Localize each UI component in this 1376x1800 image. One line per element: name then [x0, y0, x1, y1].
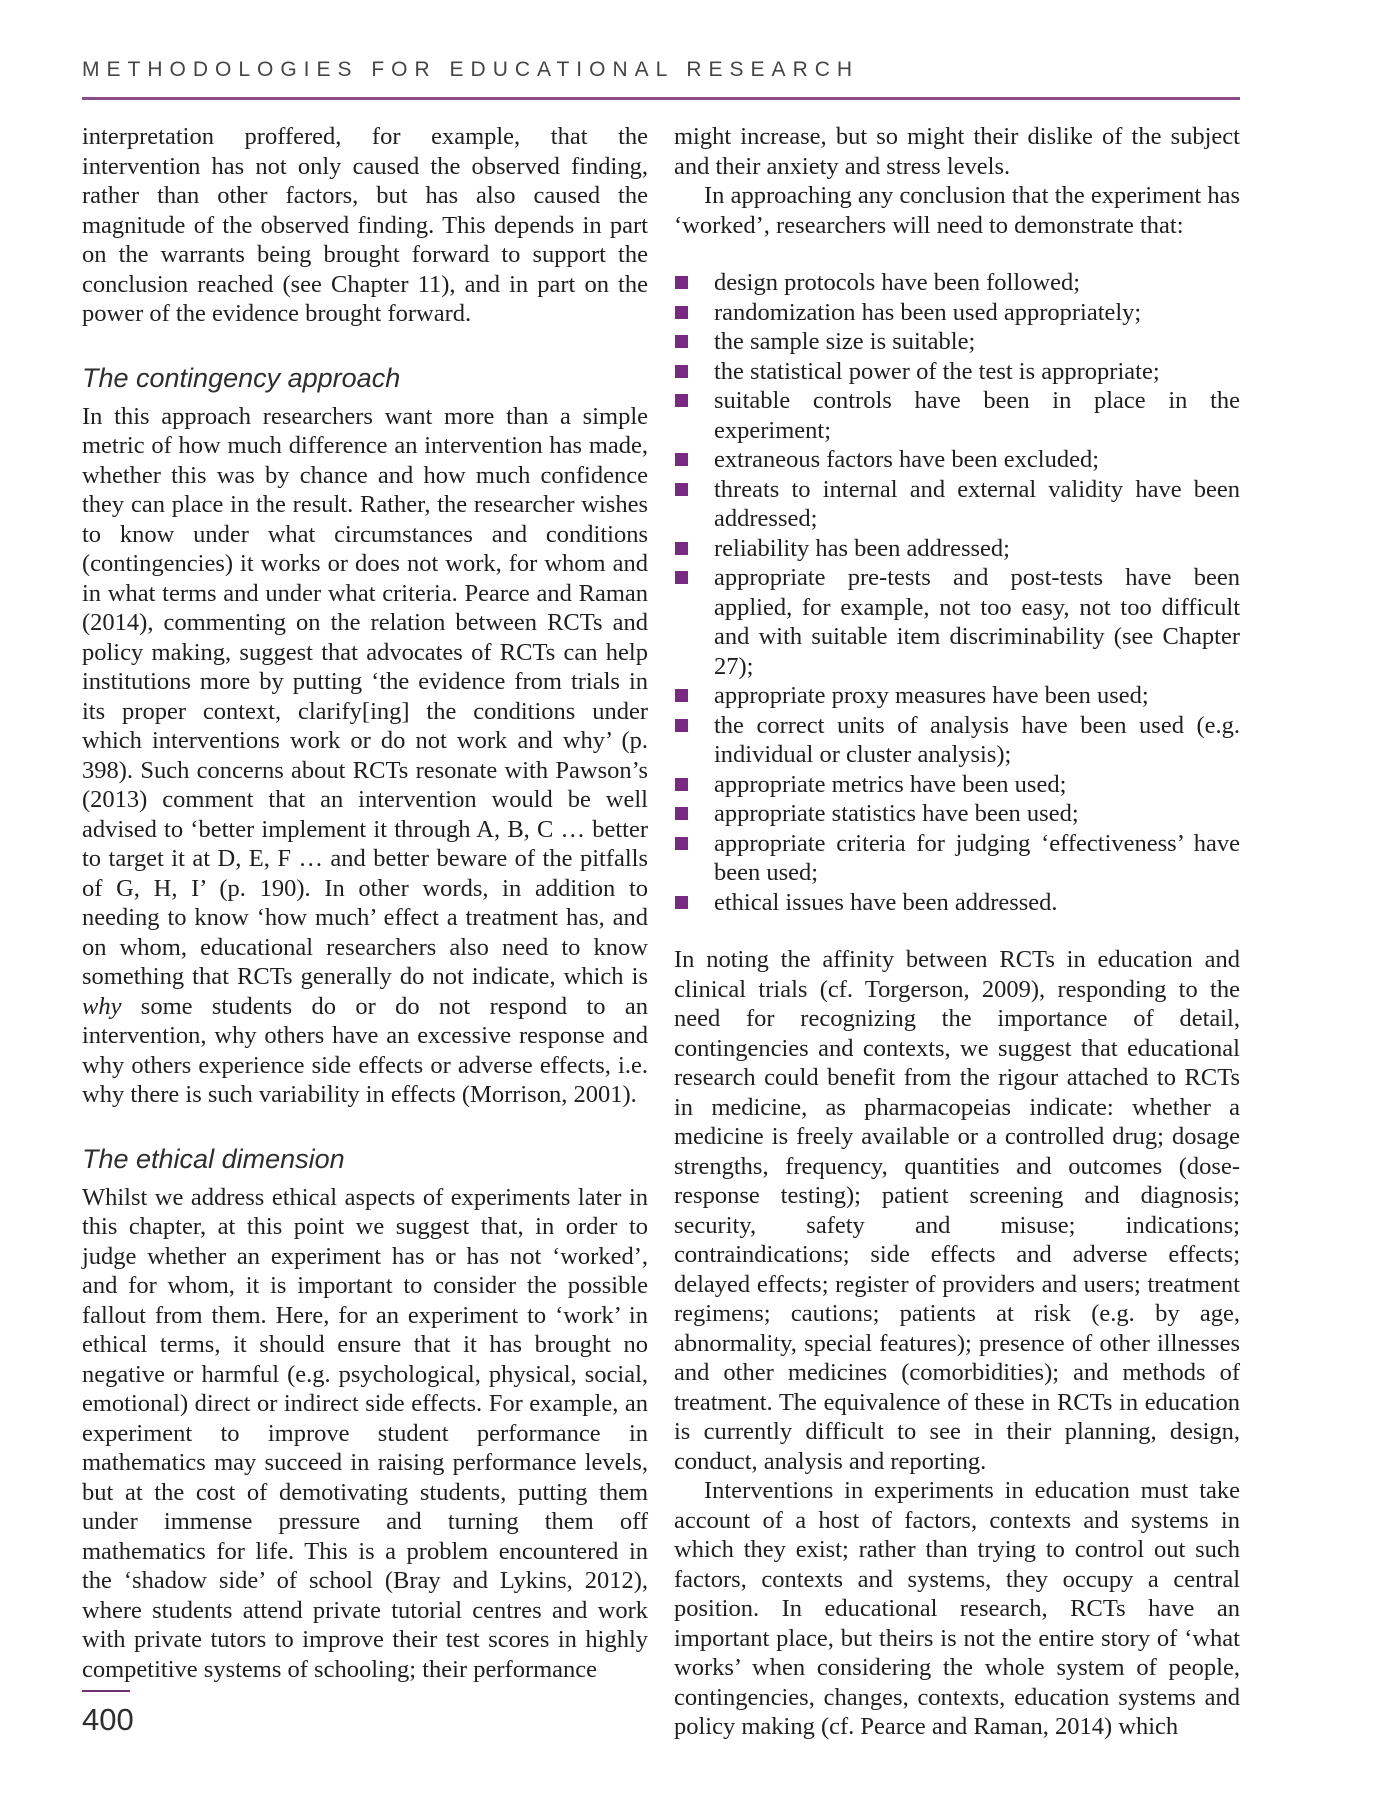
bullet-square-icon [675, 807, 688, 820]
bullet-square-icon [675, 778, 688, 791]
criteria-list-item [674, 534, 1240, 564]
page-footer [82, 1690, 134, 1738]
page-number: 400 [82, 1702, 134, 1737]
italic-word-why: why [82, 992, 122, 1020]
left-column [82, 122, 648, 1742]
right-column [674, 122, 1240, 1742]
criteria-item-text: reliability has been addressed; [714, 534, 1010, 562]
criteria-list [674, 268, 1240, 917]
bullet-square-icon [675, 335, 688, 348]
criteria-item-text: appropriate proxy measures have been used; [714, 682, 1149, 709]
criteria-list-item [674, 888, 1240, 918]
criteria-list-item [674, 681, 1240, 711]
bullet-square-icon [675, 719, 688, 732]
criteria-item-text: the sample size is suitable; [714, 328, 976, 355]
criteria-item-text: randomization has been used appropriately; [714, 298, 1142, 326]
footer-rule [82, 1690, 130, 1692]
criteria-list-item [674, 445, 1240, 475]
running-head: METHODOLOGIES FOR EDUCATIONAL RESEARCH [82, 58, 860, 81]
criteria-list-item [674, 711, 1240, 770]
header-rule [82, 97, 1240, 100]
criteria-list-item [674, 357, 1240, 387]
paragraph-interpretation: interpretation proffered, for example, that the intervention has not only caused the observed finding, rather than other factors, but has also caused the magnitude of the observed finding. This depends in part on the warrants being brought forward to support the conclusion reached (see Chapter 11), and in part on the power of the evidence brought forward. [82, 123, 648, 327]
criteria-list-item [674, 268, 1240, 298]
criteria-item-text: ethical issues have been addressed. [714, 888, 1058, 916]
criteria-list-item [674, 475, 1240, 534]
paragraph-in-approaching: In approaching any conclusion that the experiment has ‘worked’, researchers will need to demonstrate that: [674, 182, 1240, 239]
criteria-item-text: the correct units of analysis have been used (e.g. individual or cluster analysis); [714, 711, 1240, 768]
section-heading-contingency-approach: The contingency approach [82, 362, 401, 393]
paragraph-in-noting: In noting the affinity between RCTs in education and clinical trials (cf. Torgerson, 2009), responding to the need for recognizing the importance of detail, contingencies and contexts, we suggest that educational research could benefit from the rigour attached to RCTs in medicine, as pharmacopeias indicate: whether a medicine is freely available or a controlled drug; dosage strengths, frequency, quantities and outcomes (dose-response testing); patient screening and diagnosis; security, safety and misuse; indications; contraindications; side effects and adverse effects; delayed effects; register of providers and users; treatment regimens; cautions; patients at risk (e.g. by age, abnormality, special features); presence of other illnesses and other medicines (comorbidities); and methods of treatment. The equivalence of these in RCTs in education is currently difficult to see in their planning, design, conduct, analysis and reporting. [674, 946, 1240, 1475]
criteria-list-item [674, 298, 1240, 328]
page-content [82, 58, 1240, 1742]
bullet-square-icon [675, 571, 688, 584]
paragraph-might-increase: might increase, but so might their dislike of the subject and their anxiety and stress levels. [674, 123, 1240, 180]
criteria-list-item [674, 770, 1240, 800]
criteria-item-text: appropriate metrics have been used; [714, 770, 1067, 798]
criteria-item-text: appropriate criteria for judging ‘effectiveness’ have been used; [714, 829, 1240, 886]
criteria-list-item [674, 386, 1240, 445]
bullet-square-icon [675, 306, 688, 319]
paragraph-contingency-text-1: In this approach researchers want more than a simple metric of how much difference an intervention has made, whether this was by chance and how much confidence they can place in the result. Rather, the researcher wishes to know under what circumstances and conditions (contingencies) it works or does not work, for whom and in what terms and under what criteria. Pearce and Raman (2014), commenting on the relation between RCTs and policy making, suggest that advocates of RCTs can help institutions more by putting ‘the evidence from trials in its proper context, clarify[ing] the conditions under which interventions work or do not work and why’ (p. 398). Such concerns about RCTs resonate with Pawson’s (2013) comment that an intervention would be well advised to ‘better implement it through A, B, C … better to target it at D, E, F … and better beware of the pitfalls of G, H, I’ (p. 190). In other words, in addition to needing to know ‘how much’ effect a treatment has, and on whom, educational researchers also need to know something that RCTs generally do not indicate, which is [82, 402, 648, 990]
paragraph-contingency [82, 402, 648, 1110]
bullet-square-icon [675, 483, 688, 496]
bullet-square-icon [675, 896, 688, 909]
paragraph-interventions: Interventions in experiments in education must take account of a host of factors, contexts and systems in which they exist; rather than trying to control out such factors, contexts and systems, they occupy a central position. In educational research, RCTs have an important place, but theirs is not the entire story of ‘what works’ when considering the whole system of people, contingencies, changes, contexts, education systems and policy making (cf. Pearce and Raman, 2014) which [674, 1477, 1240, 1740]
bullet-square-icon [675, 276, 688, 289]
criteria-list-item [674, 799, 1240, 829]
bullet-square-icon [675, 837, 688, 850]
bullet-square-icon [675, 689, 688, 702]
criteria-item-text: threats to internal and external validity have been addressed; [714, 475, 1240, 532]
bullet-square-icon [675, 365, 688, 378]
paragraph-contingency-text-2: some students do or do not respond to an intervention, why others have an excessive response and why others experience side effects or adverse effects, i.e. why there is such variability in effects (Morrison, 2001). [82, 992, 648, 1108]
criteria-list-item [674, 563, 1240, 681]
criteria-item-text: extraneous factors have been excluded; [714, 446, 1100, 473]
section-heading-ethical-dimension: The ethical dimension [82, 1143, 345, 1174]
criteria-item-text: design protocols have been followed; [714, 269, 1081, 296]
criteria-item-text: suitable controls have been in place in the experiment; [714, 387, 1240, 444]
bullet-square-icon [675, 394, 688, 407]
criteria-item-text: appropriate pre-tests and post-tests have been applied, for example, not too easy, not too difficult and with suitable item discriminability (see Chapter 27); [714, 564, 1240, 680]
criteria-list-item [674, 327, 1240, 357]
bullet-square-icon [675, 453, 688, 466]
bullet-square-icon [675, 542, 688, 555]
two-column-layout [82, 122, 1240, 1742]
criteria-list-item [674, 829, 1240, 888]
criteria-item-text: the statistical power of the test is appropriate; [714, 357, 1160, 385]
page-header [82, 58, 1240, 100]
criteria-item-text: appropriate statistics have been used; [714, 800, 1079, 827]
paragraph-ethical: Whilst we address ethical aspects of experiments later in this chapter, at this point we suggest that, in order to judge whether an experiment has or has not ‘worked’, and for whom, it is important to consider the possible fallout from them. Here, for an experiment to ‘work’ in ethical terms, it should ensure that it has brought no negative or harmful (e.g. psychological, physical, social, emotional) direct or indirect side effects. For example, an experiment to improve student performance in mathematics may succeed in raising performance levels, but at the cost of demotivating students, putting them under immense pressure and turning them off mathematics for life. This is a problem encountered in the ‘shadow side’ of school (Bray and Lykins, 2012), where students attend private tutorial centres and work with private tutors to improve their test scores in highly competitive systems of schooling; their performance [82, 1183, 648, 1683]
